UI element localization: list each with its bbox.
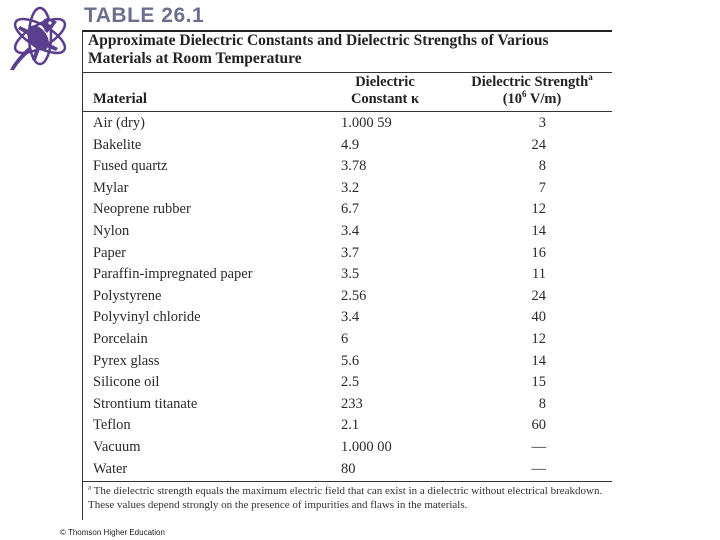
cell-constant: 3.78 <box>341 158 367 175</box>
cell-constant: 2.1 <box>341 417 360 434</box>
cell-material: Polyvinyl chloride <box>93 309 201 326</box>
cell-constant: 233 <box>341 395 363 412</box>
column-header-constant <box>330 74 440 108</box>
cell-material: Silicone oil <box>93 374 160 391</box>
cell-material: Strontium titanate <box>93 395 198 412</box>
table-row <box>0 156 720 178</box>
table-row <box>0 394 720 416</box>
table-row <box>0 372 720 394</box>
cell-strength: 15 <box>531 374 546 391</box>
table-row <box>0 243 720 265</box>
cell-material: Neoprene rubber <box>93 201 191 218</box>
cell-constant: 4.9 <box>341 136 360 153</box>
cell-strength: 12 <box>531 330 546 347</box>
cell-constant: 80 <box>341 460 356 477</box>
table-row <box>0 113 720 135</box>
footnote-marker: a <box>588 72 593 83</box>
table-number: TABLE 26.1 <box>84 4 205 27</box>
cell-material: Pyrex glass <box>93 352 160 369</box>
cell-material: Water <box>93 460 128 477</box>
table-row <box>0 459 720 481</box>
cell-material: Teflon <box>93 417 131 434</box>
table-row <box>0 329 720 351</box>
cell-strength: 60 <box>531 417 546 434</box>
cell-material: Vacuum <box>93 438 141 455</box>
cell-constant: 3.5 <box>341 266 360 283</box>
cell-material: Bakelite <box>93 136 142 153</box>
cell-material: Paraffin-impregnated paper <box>93 266 253 283</box>
footer-rule <box>82 481 612 482</box>
table-row <box>0 286 720 308</box>
cell-strength: 8 <box>538 395 546 412</box>
table-row <box>0 199 720 221</box>
cell-constant: 3.7 <box>341 244 360 261</box>
strength-header-text: Dielectric Strength <box>471 74 589 90</box>
cell-constant: 1.000 00 <box>341 438 392 455</box>
cell-constant: 2.56 <box>341 287 367 304</box>
cell-strength: 24 <box>531 287 546 304</box>
cell-strength: 11 <box>532 266 546 283</box>
cell-constant: 1.000 59 <box>341 115 392 131</box>
table-title: Approximate Dielectric Constants and Dielectric Strengths of Various Materials at Room Temperature <box>88 32 549 67</box>
cell-constant: 5.6 <box>341 352 360 369</box>
cell-strength: 7 <box>538 179 546 196</box>
cell-constant: 2.5 <box>341 374 360 391</box>
cell-material: Fused quartz <box>93 158 168 175</box>
cell-constant: 6 <box>341 330 349 347</box>
strength-unit-exponent: 6 <box>522 89 527 100</box>
cell-strength: 40 <box>531 309 546 326</box>
strength-unit-post: V/m) <box>526 91 562 107</box>
cell-material: Mylar <box>93 179 129 196</box>
cell-strength: — <box>531 438 546 455</box>
column-header-constant-line1: Dielectric <box>355 74 415 90</box>
column-header-rule <box>82 111 612 112</box>
copyright-notice: © Thomson Higher Education <box>60 528 165 537</box>
cell-strength: 12 <box>531 201 546 218</box>
column-header-strength-line1 <box>462 74 602 91</box>
cell-material: Paper <box>93 244 127 261</box>
cell-strength: 24 <box>531 136 546 153</box>
column-header-strength <box>462 74 602 108</box>
table-body <box>0 113 720 480</box>
cell-constant: 6.7 <box>341 201 360 218</box>
column-header-constant-line2: Constant κ <box>350 91 420 107</box>
table-row <box>0 415 720 437</box>
table-row <box>0 307 720 329</box>
table-row <box>0 178 720 200</box>
footnote-marker: a <box>88 483 92 492</box>
table-row <box>0 437 720 459</box>
cell-strength: 8 <box>538 158 546 175</box>
table-footnote <box>88 485 613 512</box>
cell-strength: 3 <box>538 115 546 131</box>
cell-strength: — <box>531 460 546 477</box>
column-header-material: Material <box>93 91 147 107</box>
cell-material: Porcelain <box>93 330 148 347</box>
cell-strength: 14 <box>531 352 546 369</box>
cell-constant: 3.4 <box>341 222 360 239</box>
cell-constant: 3.4 <box>341 309 360 326</box>
cell-material: Nylon <box>93 222 130 239</box>
table-row <box>0 135 720 157</box>
column-header-strength-line2 <box>462 91 602 108</box>
footnote-text: The dielectric strength equals the maximum electric field that can exist in a dielectric without electrical breakdown. These values depend strongly on the presence of impurities and flaws in the materials. <box>88 485 603 511</box>
strength-unit-pre: (10 <box>502 91 523 107</box>
atom-gecko-logo-icon <box>2 2 74 74</box>
table-row <box>0 351 720 373</box>
table-row <box>0 264 720 286</box>
cell-strength: 16 <box>531 244 546 261</box>
cell-constant: 3.2 <box>341 179 360 196</box>
cell-strength: 14 <box>531 222 546 239</box>
cell-material: Air (dry) <box>93 115 145 131</box>
table-row <box>0 221 720 243</box>
cell-material: Polystyrene <box>93 287 162 304</box>
header-rule <box>82 72 612 73</box>
